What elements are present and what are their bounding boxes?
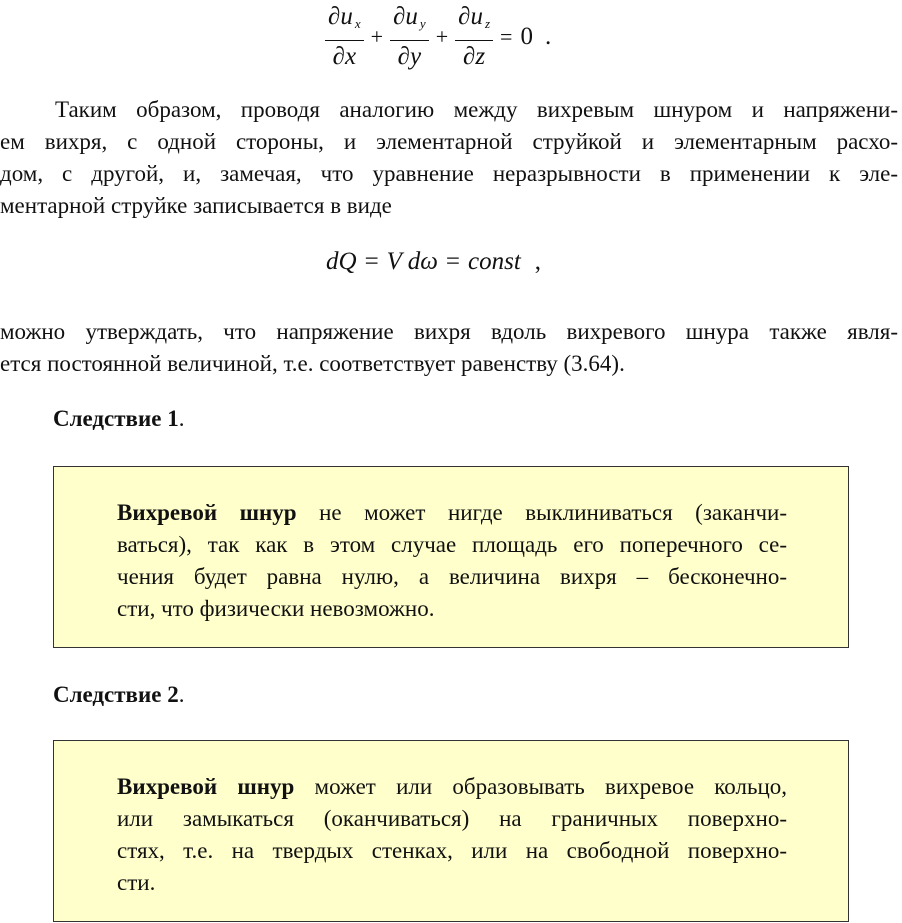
text-line: можно утверждать, что напряжение вихря вдоль вихревого шнура также явля- [0, 319, 898, 344]
text-line: Таким образом, проводя аналогию между вихревым шнуром и напряжени- [55, 97, 898, 122]
text-line: сти. [117, 870, 156, 895]
corollary-2-text: Вихревой шнур может или образовывать вихревое кольцо, или замыкаться (оканчиваться) на граничных поверхно- стях, т.е. на твердых стенках, или на свободной поверхно- сти. [117, 771, 787, 899]
fraction-du-z: $\frac{\partial u _z}{\partial z}$ [455, 3, 493, 71]
equation-period: . [544, 23, 552, 50]
text-line: ментарной струйке записывается в виде [0, 193, 392, 218]
corollary-1-heading: Следствие 1. [53, 406, 185, 431]
continuity-equation [322, 2, 551, 72]
paragraph-conclusion [0, 316, 898, 380]
term-vortex-cord: Вихревой шнур [117, 500, 297, 525]
corollary-1-text: Вихревой шнур не может нигде выклиниваться (заканчи- ваться), так как в этом случае площадь его поперечного се- чения будет равна нулю, а величина вихря – бесконечно- сти, что физически невозможно. [117, 497, 787, 625]
plus-sign: + [435, 24, 449, 49]
equation-rhs: 0 [520, 23, 533, 50]
flow-rate-equation: dQ = V dω = const , [326, 248, 542, 275]
corollary-1-box [53, 466, 849, 648]
text-line: или замыкаться (оканчиваться) на граничных поверхно- [117, 806, 787, 831]
text-line: ваться), так как в этом случае площадь его поперечного се- [117, 532, 787, 557]
text-line: ем вихря, с одной стороны, и элементарной струйкой и элементарным расхо- [0, 129, 898, 154]
text-line: чения будет равна нулю, а величина вихря – бесконечно- [117, 564, 787, 589]
fraction-du-x: $\frac{\partial u _x}{\partial x}$ [325, 3, 364, 71]
term-vortex-cord: Вихревой шнур [117, 774, 295, 799]
text-line: стях, т.е. на твердых стенках, или на свободной поверхно- [117, 838, 787, 863]
fraction-du-y: $\frac{\partial u _y}{\partial y}$ [390, 3, 429, 71]
paragraph-analogy [0, 94, 898, 222]
text-line: сти, что физически невозможно. [117, 596, 435, 621]
text-line: дом, с другой, и, замечая, что уравнение неразрывности в применении к эле- [0, 161, 898, 186]
text-line: ется постоянной величиной, т.е. соответствует равенству (3.64). [0, 351, 625, 376]
equals-sign: = [500, 24, 513, 49]
plus-sign: + [370, 24, 384, 49]
corollary-2-box [53, 740, 849, 922]
corollary-2-heading: Следствие 2. [53, 682, 185, 707]
